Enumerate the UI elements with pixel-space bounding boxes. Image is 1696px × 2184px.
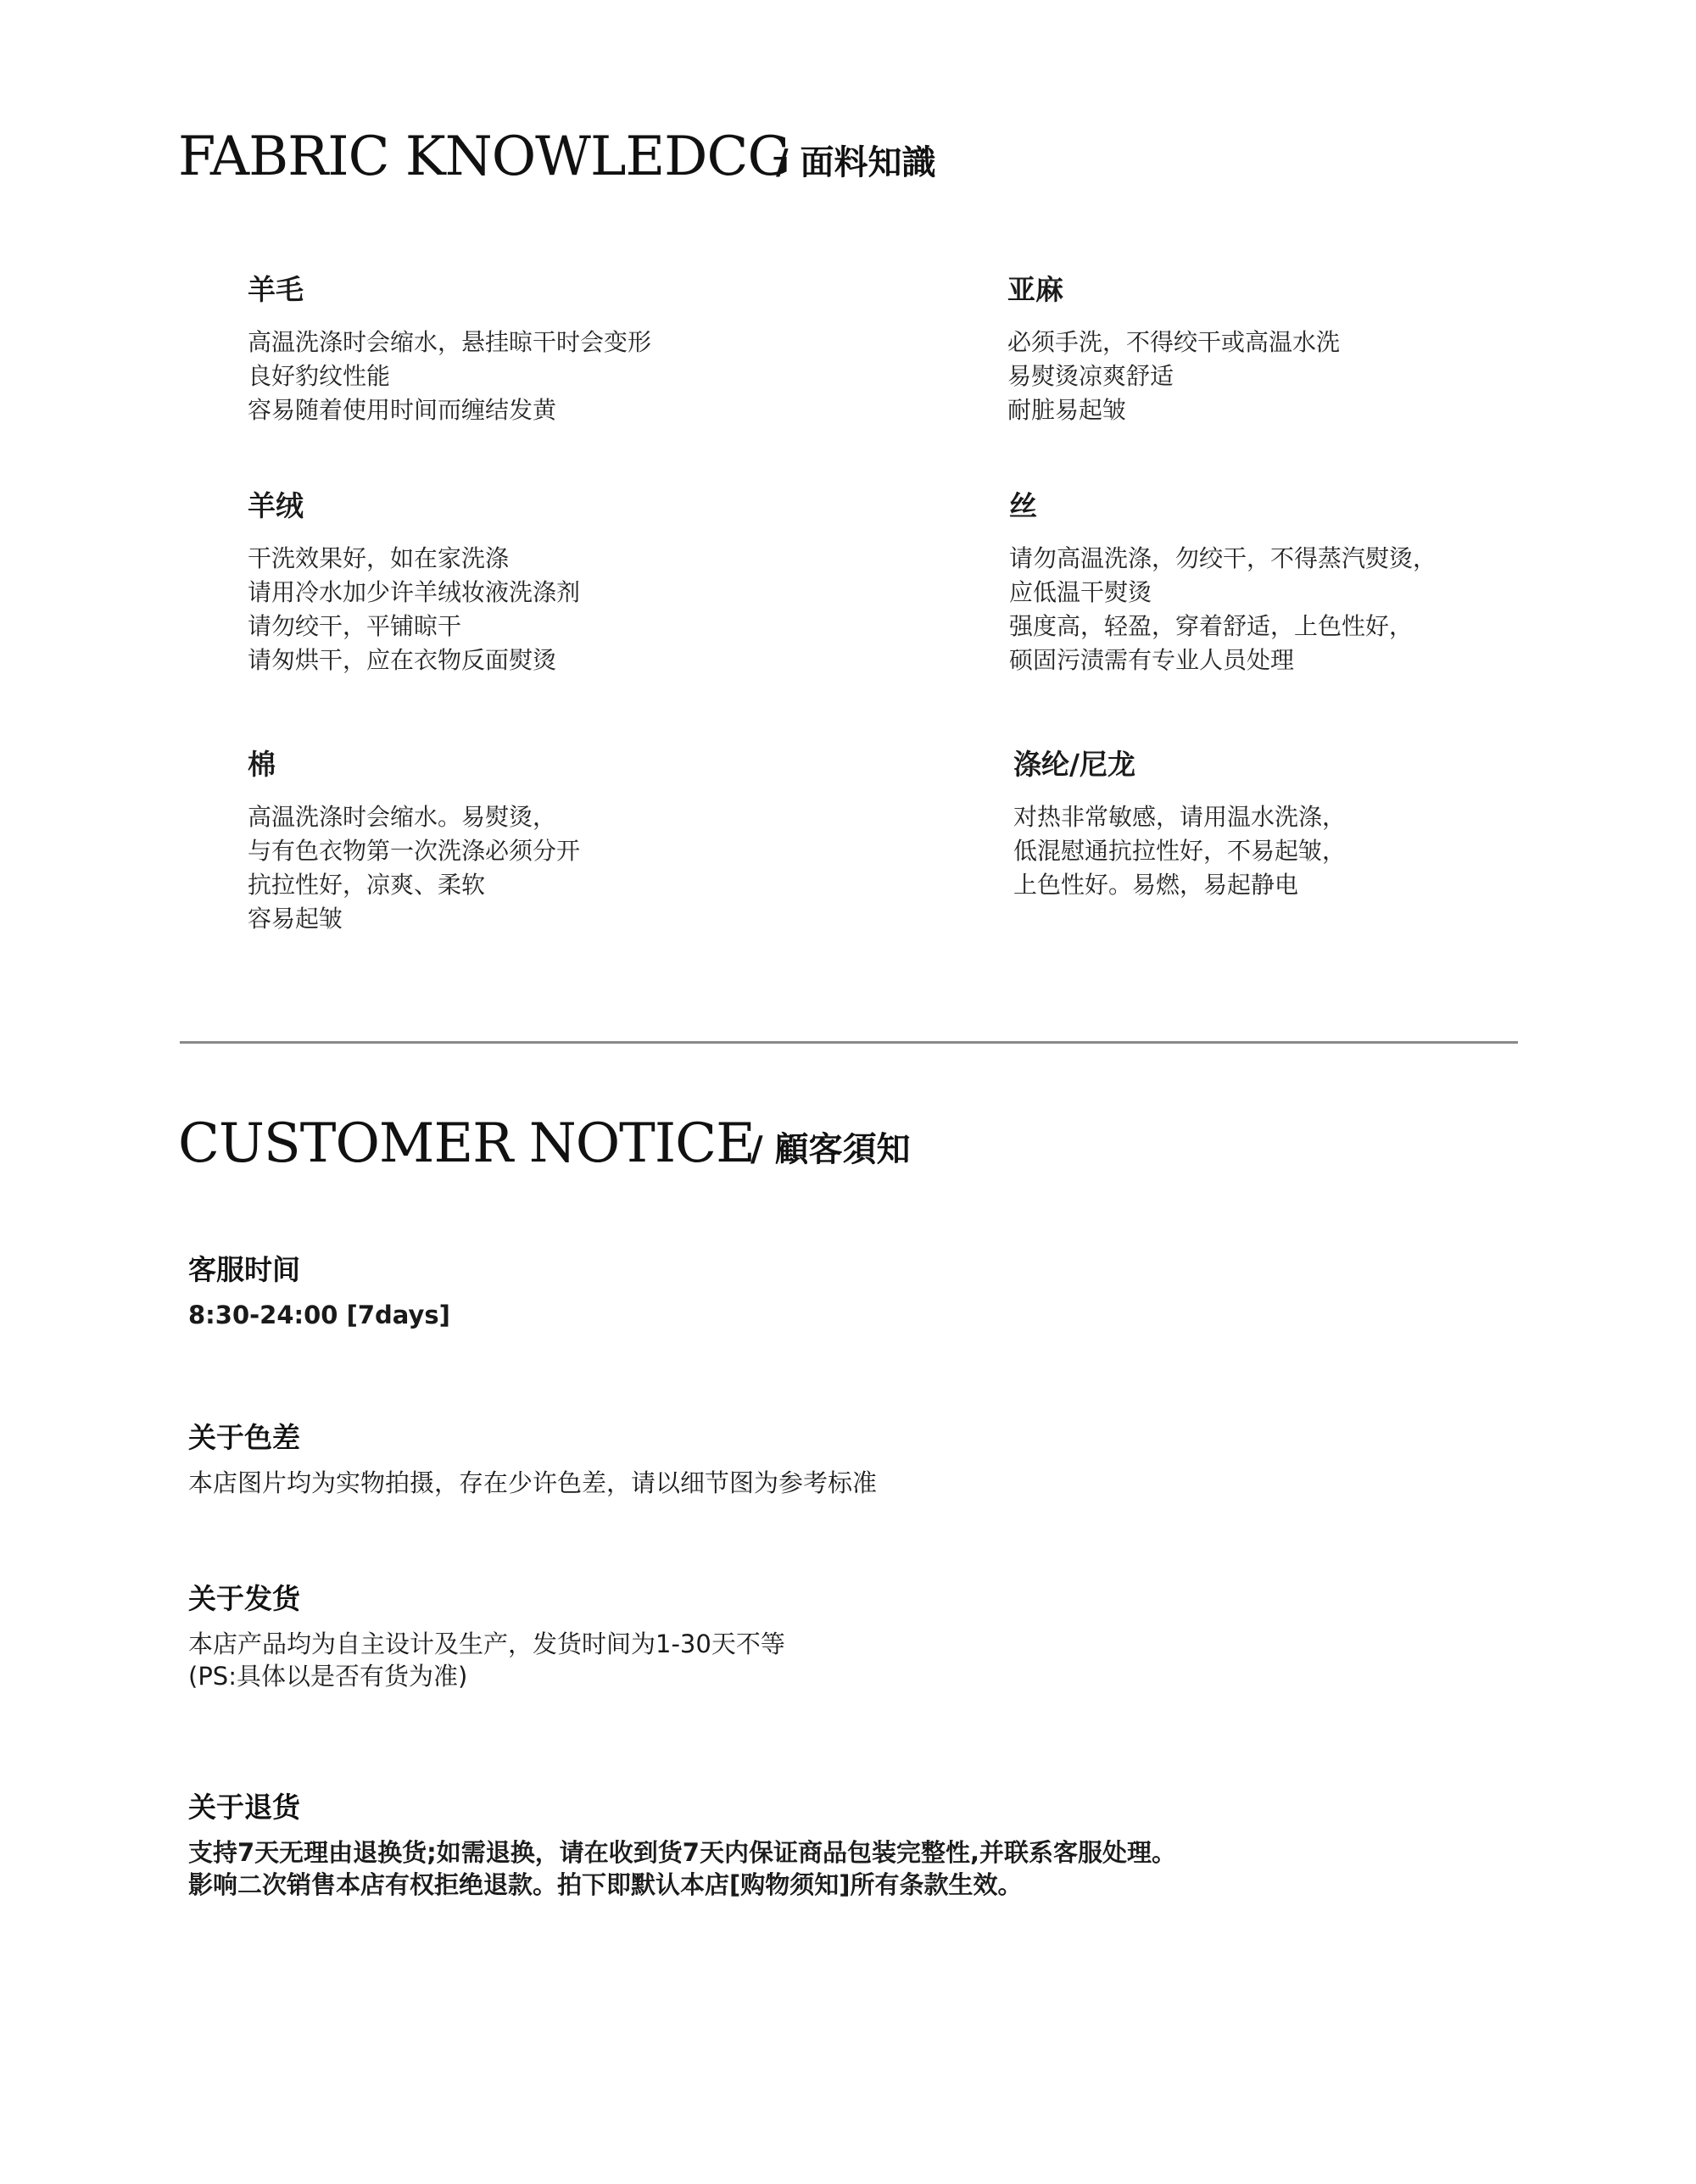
fabric-care-line: 耐脏易起皱 — [1007, 395, 1127, 424]
fabric-care-line: 上色性好。易燃，易起静电 — [1013, 870, 1299, 899]
fabric-name: 棉 — [248, 748, 276, 781]
fabric-name: 丝 — [1009, 489, 1037, 522]
notice-color-difference — [188, 1421, 1545, 1499]
fabric-care-line: 应低温干熨烫 — [1009, 577, 1152, 606]
notice-text: 8:30-24:00 [7days] — [188, 1300, 450, 1329]
fabric-item-cashmere — [248, 489, 790, 677]
fabric-care-line: 必须手洗，不得绞干或高温水洗 — [1007, 327, 1341, 356]
fabric-item-polyester-nylon — [1013, 748, 1556, 902]
fabric-name: 羊毛 — [248, 273, 304, 306]
notice-text: (PS:具体以是否有货为准) — [188, 1661, 468, 1691]
section-divider — [180, 1041, 1518, 1044]
fabric-care-line: 容易随着使用时间而缠结发黄 — [248, 395, 557, 424]
fabric-title-zh: / 面料知識 — [776, 142, 936, 182]
fabric-care-line: 硕固污渍需有专业人员处理 — [1009, 645, 1295, 674]
fabric-care-line: 易熨烫凉爽舒适 — [1007, 361, 1174, 390]
fabric-care-line: 请匆烘干，应在衣物反面熨烫 — [248, 645, 557, 674]
notice-text: 本店产品均为自主设计及生产，发货时间为1-30天不等 — [188, 1629, 785, 1658]
fabric-care-line: 高温洗涤时会缩水。易熨烫， — [248, 802, 557, 831]
fabric-care-line: 干洗效果好，如在家洗涤 — [248, 543, 510, 572]
notice-service-hours — [188, 1253, 1545, 1331]
fabric-name: 涤纶/尼龙 — [1013, 748, 1136, 781]
notice-section-title — [178, 1112, 911, 1175]
notice-heading: 关于发货 — [188, 1582, 300, 1615]
fabric-item-cotton — [248, 748, 790, 936]
fabric-item-silk — [1009, 489, 1552, 677]
fabric-title-en: FABRIC KNOWLEDCG — [178, 125, 790, 188]
notice-title-zh: / 顧客須知 — [750, 1129, 911, 1169]
fabric-care-line: 高温洗涤时会缩水，悬挂晾干时会变形 — [248, 327, 652, 356]
fabric-name: 羊绒 — [248, 489, 304, 522]
fabric-item-wool — [248, 273, 790, 427]
fabric-care-line: 请用冷水加少许羊绒妆液洗涤剂 — [248, 577, 581, 606]
fabric-care-line: 请勿高温洗涤，勿绞干，不得蒸汽熨烫， — [1009, 543, 1437, 572]
fabric-item-linen — [1007, 273, 1550, 427]
notice-text: 支持7天无理由退换货;如需退换，请在收到货7天内保证商品包装完整性,并联系客服处理。 — [188, 1837, 1176, 1867]
fabric-care-line: 低混慰通抗拉性好，不易起皱， — [1013, 836, 1347, 865]
fabric-care-line: 强度高，轻盈，穿着舒适，上色性好， — [1009, 611, 1414, 640]
fabric-name: 亚麻 — [1007, 273, 1063, 306]
fabric-care-line: 容易起皱 — [248, 904, 343, 933]
notice-heading: 客服时间 — [188, 1253, 300, 1286]
fabric-care-line: 良好豹纹性能 — [248, 361, 391, 390]
fabric-care-line: 与有色衣物第一次洗涤必须分开 — [248, 836, 581, 865]
notice-text: 影响二次销售本店有权拒绝退款。拍下即默认本店[购物须知]所有条款生效。 — [188, 1869, 1023, 1899]
notice-heading: 关于退货 — [188, 1791, 300, 1824]
notice-text: 本店图片均为实物拍摄，存在少许色差，请以细节图为参考标准 — [188, 1468, 878, 1497]
notice-title-en: CUSTOMER NOTICE — [178, 1112, 755, 1175]
fabric-care-line: 请勿绞干，平铺晾干 — [248, 611, 462, 640]
notice-shipping — [188, 1582, 1545, 1692]
fabric-section-title — [178, 125, 936, 188]
fabric-care-line: 对热非常敏感，请用温水洗涤， — [1013, 802, 1347, 831]
notice-returns — [188, 1791, 1545, 1901]
notice-heading: 关于色差 — [188, 1421, 300, 1454]
fabric-care-line: 抗拉性好，凉爽、柔软 — [248, 870, 486, 899]
